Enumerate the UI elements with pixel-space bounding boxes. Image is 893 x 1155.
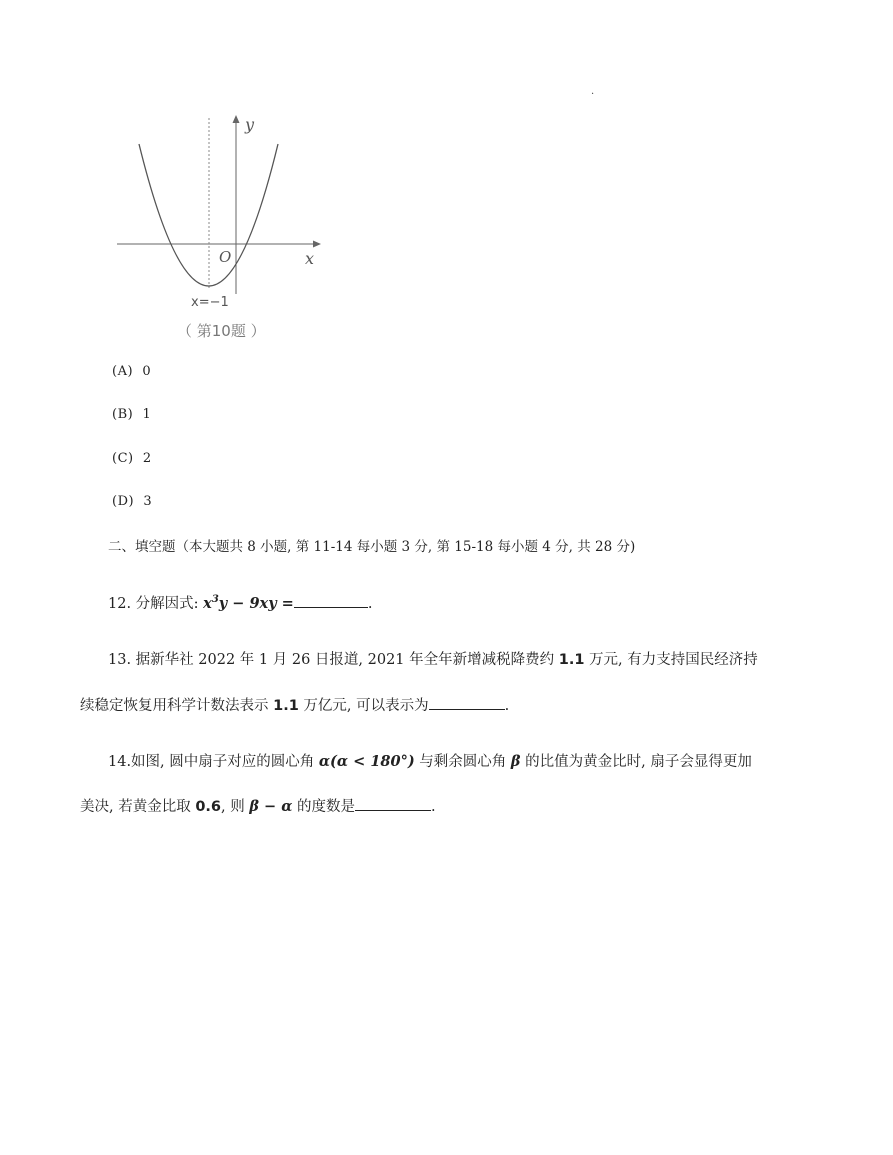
q13-text-a: 13. 据新华社 2022 年 1 月 26 日报道, 2021 年全年新增减税降费约: [108, 652, 559, 668]
q14-text-d: 美决, 若黄金比取: [80, 799, 196, 815]
q13-text-b: 万元, 有力支持国民经济持: [584, 652, 758, 668]
q13-text-c: 续稳定恢复用科学计数法表示: [80, 698, 274, 714]
q12-expr: [203, 595, 294, 612]
q14-text-a: 14.如图, 圆中扇子对应的圆心角: [108, 754, 319, 770]
option-value: 1: [142, 407, 152, 422]
q14-answer-blank[interactable]: [355, 809, 431, 811]
q14-text-b: 与剩余圆心角: [414, 754, 511, 770]
question-13-line1: [108, 648, 758, 669]
option-a: [112, 364, 151, 379]
q12-suffix: .: [367, 596, 373, 612]
q12-answer-blank[interactable]: [294, 606, 368, 608]
q12-expr-rest: y − 9xy =: [218, 595, 294, 612]
origin-label: O: [219, 248, 232, 266]
symmetry-line-label: x=−1: [191, 295, 229, 310]
q13-text-d: 万亿元, 可以表示为: [298, 698, 429, 714]
option-letter: (C): [112, 451, 134, 466]
question-13-line2: [80, 694, 509, 715]
option-letter: (D): [112, 494, 135, 509]
q14-beta: β: [510, 753, 521, 770]
parabola-graph: [105, 108, 335, 348]
option-c: [112, 451, 152, 466]
x-axis-label: x: [305, 249, 315, 268]
q14-golden-ratio: 0.6: [195, 799, 222, 815]
option-d: [112, 494, 152, 509]
option-letter: (B): [112, 407, 134, 422]
q14-diff-expr: β − α: [249, 798, 293, 815]
option-letter: (A): [112, 364, 134, 379]
option-value: 3: [143, 494, 153, 509]
question-12: [108, 592, 372, 613]
question-14-line1: [108, 750, 752, 771]
page-marker-dot: .: [591, 86, 595, 97]
q12-prefix: 12. 分解因式:: [108, 596, 204, 612]
q12-expr-x: x: [203, 595, 212, 612]
x-axis-arrow: [313, 241, 321, 248]
question-14-line2: [80, 795, 436, 816]
q14-text-f: 的度数是: [292, 799, 355, 815]
parabola-figure: [105, 108, 335, 348]
q13-suffix: .: [504, 698, 510, 714]
q13-answer-blank[interactable]: [429, 708, 505, 710]
section-heading: 二、填空题（本大题共 8 小题, 第 11-14 每小题 3 分, 第 15-18 每小题 4 分, 共 28 分): [108, 539, 636, 555]
q14-text-e: , 则: [221, 799, 250, 815]
option-value: 2: [142, 451, 152, 466]
q14-alpha-expr: α(α < 180°): [318, 753, 415, 770]
q13-number: 1.1: [558, 652, 585, 668]
y-axis-arrow: [233, 115, 240, 123]
q12-expr-sup: 3: [211, 594, 219, 606]
q14-text-c: 的比值为黄金比时, 扇子会显得更加: [520, 754, 752, 770]
y-axis-label: y: [245, 115, 255, 134]
option-value: 0: [142, 364, 152, 379]
q14-suffix: .: [431, 799, 436, 815]
q13-number-2: 1.1: [273, 698, 299, 714]
option-b: [112, 407, 151, 422]
figure-caption: （ 第10题 ）: [177, 322, 266, 340]
